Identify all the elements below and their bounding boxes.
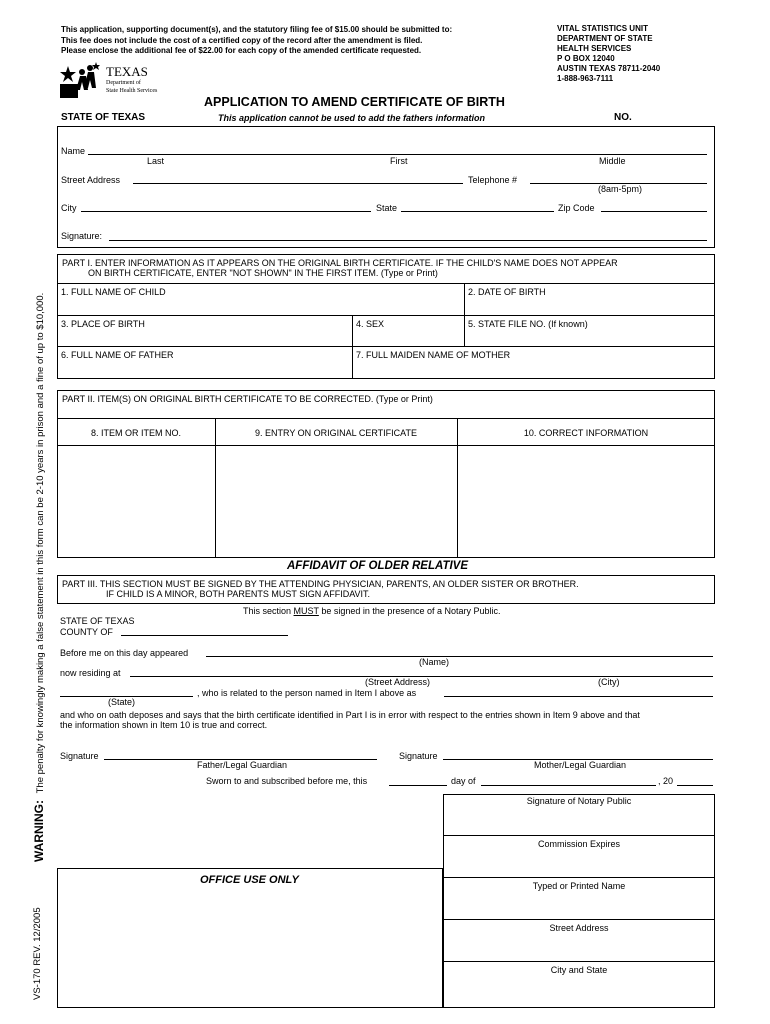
field-place-of-birth[interactable]: 3. PLACE OF BIRTH xyxy=(61,319,145,329)
divider xyxy=(464,283,465,346)
col-item-no: 8. ITEM OR ITEM NO. xyxy=(90,428,181,438)
father-signature-label: Signature xyxy=(60,751,99,761)
no-label: NO. xyxy=(614,112,632,123)
notary-post: be signed in the presence of a Notary Public. xyxy=(318,606,501,616)
office-use-label: OFFICE USE ONLY xyxy=(200,874,299,886)
state-of-texas: STATE OF TEXAS xyxy=(61,112,146,123)
original-entry[interactable] xyxy=(216,446,456,557)
first-caption: First xyxy=(390,156,408,166)
address-line: AUSTIN TEXAS 78711-2040 xyxy=(557,64,661,73)
before-me: Before me on this day appeared xyxy=(60,648,189,658)
city-caption: (City) xyxy=(598,677,620,687)
part1-heading: PART I. ENTER INFORMATION AS IT APPEARS ON THE ORIGINAL BIRTH CERTIFICATE. IF THE CHILD'S NAME DOES NOT APPEAR xyxy=(62,258,618,268)
address-line: VITAL STATISTICS UNIT xyxy=(557,24,648,33)
texas-star-icon xyxy=(60,60,104,102)
item-no-entry[interactable] xyxy=(58,446,214,557)
zip-label: Zip Code xyxy=(558,203,595,213)
county-input[interactable] xyxy=(121,635,288,636)
deposes-text-2: the information shown in Item 10 is true and correct. xyxy=(60,720,268,730)
city-label: City xyxy=(61,203,77,213)
mailing-address xyxy=(557,24,660,84)
mother-caption: Mother/Legal Guardian xyxy=(534,760,627,770)
name-input[interactable] xyxy=(88,154,707,155)
part3-heading-2: IF CHILD IS A MINOR, BOTH PARENTS MUST SIGN AFFIDAVIT. xyxy=(106,589,371,599)
part1-heading-2: ON BIRTH CERTIFICATE, ENTER "NOT SHOWN" IN THE FIRST ITEM. (Type or Print) xyxy=(88,268,438,278)
divider xyxy=(352,315,353,379)
zip-input[interactable] xyxy=(601,211,707,212)
logo-dept-text: Department of xyxy=(106,80,141,86)
sworn-month-input[interactable] xyxy=(481,785,656,786)
logo-texas-text: TEXAS xyxy=(106,64,148,79)
penalty-text: The penalty for knowingly making a false statement in this form can be 2-10 years in prison and a fine of up to $10,000. xyxy=(35,292,46,794)
divider xyxy=(443,961,715,962)
field-state-file-no[interactable]: 5. STATE FILE NO. (If known) xyxy=(468,319,588,329)
state-caption: (State) xyxy=(108,697,136,707)
office-use-box xyxy=(57,868,443,1008)
year-text: , 20 xyxy=(658,776,674,786)
affidavit-title: AFFIDAVIT OF OLDER RELATIVE xyxy=(287,560,469,572)
signature-label: Signature: xyxy=(61,231,103,241)
address-line: 1-888-963-7111 xyxy=(557,74,614,83)
address-line: HEALTH SERVICES xyxy=(557,44,632,53)
divider xyxy=(57,315,715,316)
street-input[interactable] xyxy=(133,183,463,184)
sworn-day-input[interactable] xyxy=(389,785,447,786)
affidavit-county: COUNTY OF xyxy=(60,627,113,637)
texas-dshs-logo xyxy=(60,60,170,102)
divider xyxy=(57,346,715,347)
deposes-text: and who on oath deposes and says that the birth certificate identified in Part I is in error with respect to the entries shown in Item 9 above and that xyxy=(60,710,640,720)
fee-note-2: This fee does not include the cost of a certified copy of the record after the amendment is filed. xyxy=(61,36,423,45)
col-correct-info: 10. CORRECT INFORMATION xyxy=(523,428,649,438)
last-caption: Last xyxy=(147,156,165,166)
street-label: Street Address xyxy=(61,175,121,185)
fee-note-1: This application, supporting document(s), and the statutory filing fee of $15.00 should be submitted to: xyxy=(61,25,453,34)
affidavit-state: STATE OF TEXAS xyxy=(60,616,135,626)
sworn-year-input[interactable] xyxy=(677,785,713,786)
field-father-name[interactable]: 6. FULL NAME OF FATHER xyxy=(61,350,174,360)
form-title: APPLICATION TO AMEND CERTIFICATE OF BIRTH xyxy=(204,95,505,109)
field-child-name[interactable]: 1. FULL NAME OF CHILD xyxy=(61,287,166,297)
related-label: , who is related to the person named in Item I above as xyxy=(197,688,417,698)
notary-street-field[interactable]: Street Address xyxy=(549,923,609,933)
warning-label: WARNING: xyxy=(32,800,46,862)
notary-city-state-field[interactable]: City and State xyxy=(550,965,608,975)
field-date-of-birth[interactable]: 2. DATE OF BIRTH xyxy=(468,287,546,297)
divider xyxy=(443,877,715,878)
state-label: State xyxy=(376,203,398,213)
fee-note-3: Please enclose the additional fee of $22.00 for each copy of the amended certificate requested. xyxy=(61,46,422,55)
address-line: DEPARTMENT OF STATE xyxy=(557,34,653,43)
day-of-text: day of xyxy=(451,776,476,786)
city-input[interactable] xyxy=(81,211,371,212)
col-original-entry: 9. ENTRY ON ORIGINAL CERTIFICATE xyxy=(254,428,418,438)
correct-info-entry[interactable] xyxy=(458,446,714,557)
state-input[interactable] xyxy=(401,211,554,212)
street-caption: (Street Address) xyxy=(365,677,431,687)
middle-caption: Middle xyxy=(599,156,626,166)
notary-presence xyxy=(243,606,500,616)
mother-signature-label: Signature xyxy=(399,751,438,761)
notary-signature-field[interactable]: Signature of Notary Public xyxy=(526,796,632,806)
name-label: Name xyxy=(61,146,86,156)
divider xyxy=(443,835,715,836)
notice: This application cannot be used to add the fathers information xyxy=(218,113,486,123)
divider xyxy=(443,919,715,920)
notary-name-field[interactable]: Typed or Printed Name xyxy=(532,881,626,891)
residing-label: now residing at xyxy=(60,668,121,678)
relationship-input[interactable] xyxy=(444,696,713,697)
field-mother-maiden-name[interactable]: 7. FULL MAIDEN NAME OF MOTHER xyxy=(356,350,511,360)
logo-dept-text-2: State Health Services xyxy=(106,88,158,94)
notary-must: MUST xyxy=(293,606,319,616)
sworn-text: Sworn to and subscribed before me, this xyxy=(206,776,368,786)
commission-expires-field[interactable]: Commission Expires xyxy=(537,839,621,849)
notary-pre: This section xyxy=(243,606,294,616)
applicant-signature-input[interactable] xyxy=(109,240,707,241)
field-sex[interactable]: 4. SEX xyxy=(356,319,385,329)
part3-heading: PART III. THIS SECTION MUST BE SIGNED BY THE ATTENDING PHYSICIAN, PARENTS, AN OLDER SISTER OR BROTHER. xyxy=(62,579,579,589)
telephone-label: Telephone # xyxy=(468,175,518,185)
part2-heading: PART II. ITEM(S) ON ORIGINAL BIRTH CERTIFICATE TO BE CORRECTED. (Type or Print) xyxy=(62,394,433,404)
divider xyxy=(57,283,715,284)
form-number-text: VS-170 REV. 12/2005 xyxy=(32,907,43,1000)
hours-caption: (8am-5pm) xyxy=(598,184,643,194)
divider xyxy=(57,418,715,419)
name-caption: (Name) xyxy=(419,657,450,667)
father-caption: Father/Legal Guardian xyxy=(197,760,288,770)
notary-box xyxy=(443,794,715,1008)
address-line: P O BOX 12040 xyxy=(557,54,615,63)
appeared-name-input[interactable] xyxy=(206,656,713,657)
